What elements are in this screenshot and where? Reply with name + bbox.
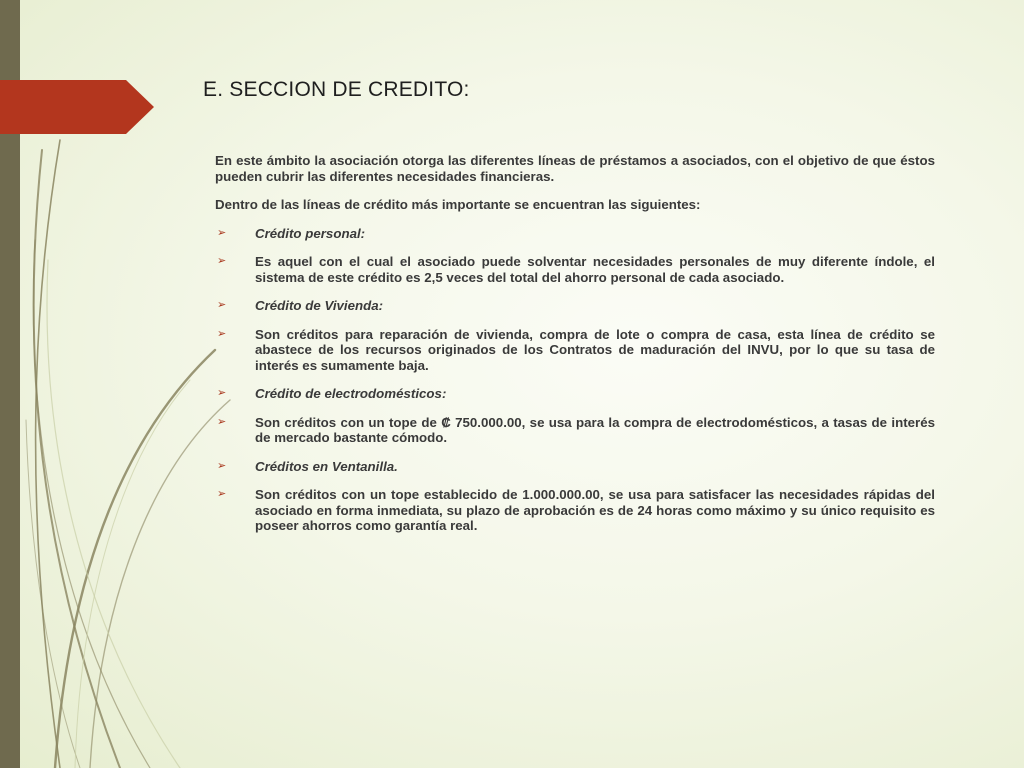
- list-item: [215, 298, 935, 314]
- list-item-text: Es aquel con el cual el asociado puede solventar necesidades personales de muy diferente índole, el sistema de este crédito es 2,5 veces del total del ahorro personal de cada asociado.: [255, 254, 935, 285]
- list-item: [215, 226, 935, 242]
- arrow-bullet-icon: ➢: [217, 459, 227, 472]
- list-item-text: Crédito de electrodomésticos:: [255, 386, 447, 401]
- list-item-text: Crédito personal:: [255, 225, 366, 241]
- arrow-bullet-icon: ➢: [217, 488, 227, 500]
- list-item-text: Son créditos con un tope establecido de 1.000.000.00, se usa para satisfacer las necesidades rápidas del asociado en forma inmediata, su plazo de aprobación es de 24 horas como máximo y su único requisito es poseer ahorros como garantía real.: [255, 487, 935, 533]
- credit-lines-list: [215, 226, 935, 534]
- slide-title: E. SECCION DE CREDITO:: [203, 78, 470, 101]
- arrow-bullet-icon: ➢: [217, 387, 227, 399]
- slide-body: [215, 153, 935, 547]
- arrow-bullet-icon: ➢: [217, 299, 227, 311]
- list-item: [215, 415, 935, 446]
- list-item-text: Son créditos para reparación de vivienda, compra de lote o compra de casa, esta línea de crédito se abastece de los recursos originados de los Contratos de maduración del INVU, por lo que su tasa de interés es sumamente baja.: [255, 326, 935, 373]
- intro-paragraph: En este ámbito la asociación otorga las diferentes líneas de préstamos a asociados, con el objetivo de que éstos pueden cubrir las diferentes necesidades financieras.: [215, 153, 935, 184]
- arrow-bullet-icon: ➢: [217, 415, 227, 428]
- arrow-bullet-icon: ➢: [217, 255, 227, 267]
- accent-arrow: [0, 80, 154, 134]
- list-item: [215, 459, 935, 475]
- list-item: [215, 386, 935, 402]
- arrow-bullet-icon: ➢: [217, 327, 227, 340]
- list-item: [215, 254, 935, 285]
- list-item: [215, 487, 935, 534]
- list-item-text: Crédito de Vivienda:: [255, 298, 384, 313]
- lead-paragraph: Dentro de las líneas de crédito más importante se encuentran las siguientes:: [215, 197, 701, 212]
- list-item: [215, 327, 935, 374]
- list-item-text: Créditos en Ventanilla.: [255, 458, 398, 474]
- list-item-text: Son créditos con un tope de ₡ 750.000.00, se usa para la compra de electrodomésticos, a tasas de interés de mercado bastante cómodo.: [255, 414, 935, 445]
- arrow-bullet-icon: ➢: [217, 226, 227, 239]
